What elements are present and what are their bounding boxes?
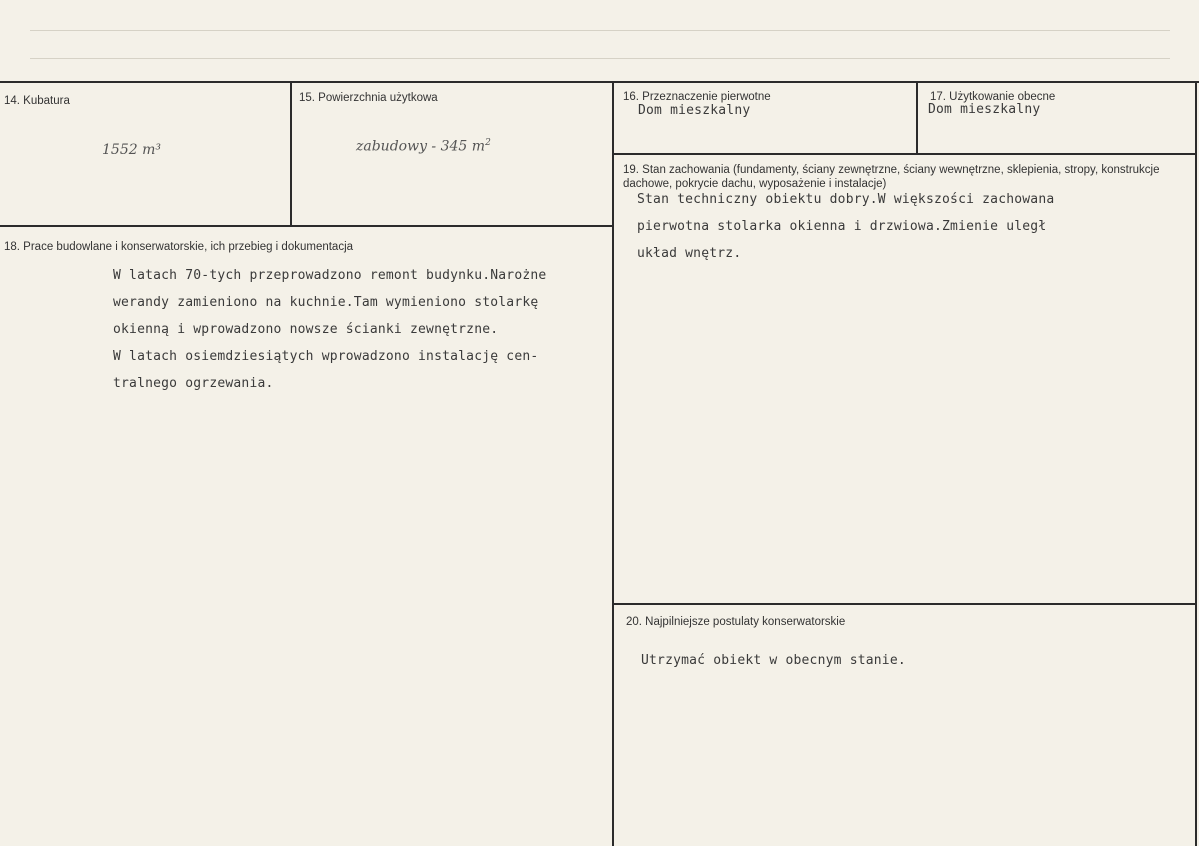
prace-line: werandy zamieniono na kuchnie.Tam wymieniono stolarkę (113, 295, 539, 310)
prace-line: W latach 70-tych przeprowadzono remont budynku.Narożne (113, 268, 547, 283)
faint-guide-line (30, 58, 1170, 59)
uzytkowanie-value: Dom mieszkalny (928, 102, 1041, 117)
stan-label: 19. Stan zachowania (fundamenty, ściany zewnętrzne, ściany wewnętrzne, sklepienia, stropy, konstrukcje dachowe, pokrycie dachu, wyposażenie i instalacje) (623, 164, 1160, 190)
kubatura-label: 14. Kubatura (4, 95, 70, 107)
przeznaczenie-label: 16. Przeznaczenie pierwotne (623, 91, 771, 103)
line-under-14-15 (0, 225, 614, 227)
prace-text (113, 262, 546, 397)
center-divider (612, 81, 614, 846)
postulaty-value: Utrzymać obiekt w obecnym stanie. (641, 653, 906, 668)
divider-14-15 (290, 81, 292, 226)
uzytkowanie-label: 17. Użytkowanie obecne (930, 91, 1056, 103)
powierzchnia-label: 15. Powierzchnia użytkowa (299, 92, 438, 104)
stan-line: układ wnętrz. (637, 246, 742, 261)
kubatura-value: 1552 m³ (102, 142, 161, 158)
faint-guide-line (30, 30, 1170, 31)
line-under-16-17 (612, 153, 1197, 155)
right-border (1195, 81, 1197, 846)
stan-line: Stan techniczny obiektu dobry.W większości zachowana (637, 192, 1055, 207)
stan-line: pierwotna stolarka okienna i drzwiowa.Zmienie uległ (637, 219, 1047, 234)
powierzchnia-value: zabudowy - 345 $m^2$ (356, 138, 491, 155)
prace-line: okienną i wprowadzono nowsze ścianki zewnętrzne. (113, 322, 499, 337)
line-above-20 (612, 603, 1197, 605)
przeznaczenie-value: Dom mieszkalny (638, 103, 751, 118)
top-border (0, 81, 1199, 83)
prace-line: W latach osiemdziesiątych wprowadzono instalację cen- (113, 349, 539, 364)
prace-line: tralnego ogrzewania. (113, 376, 274, 391)
prace-label: 18. Prace budowlane i konserwatorskie, ich przebieg i dokumentacja (4, 241, 354, 253)
stan-text (637, 186, 1054, 267)
divider-16-17 (916, 81, 918, 154)
postulaty-label: 20. Najpilniejsze postulaty konserwatorskie (626, 616, 846, 628)
